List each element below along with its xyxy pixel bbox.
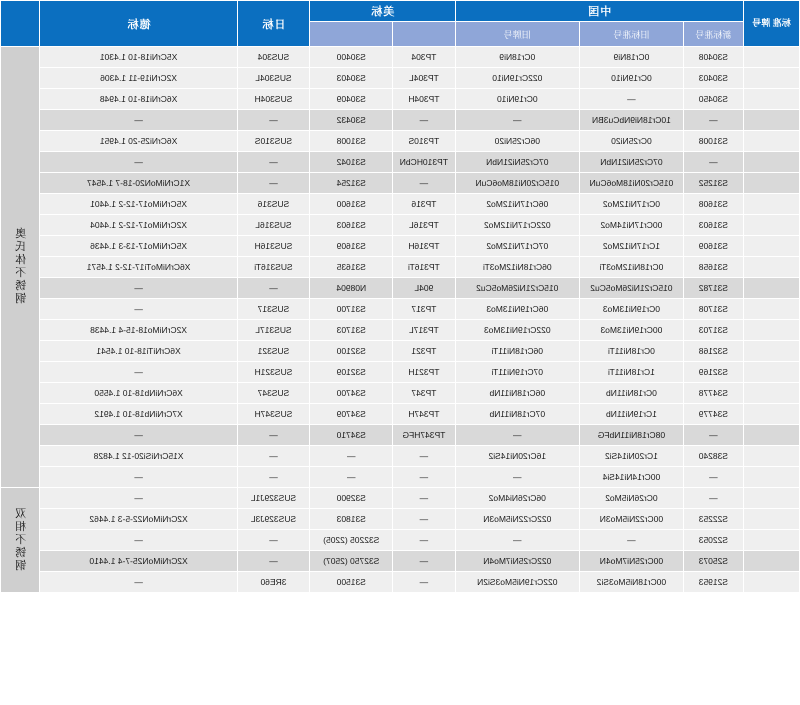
cell-germany: — <box>40 467 237 488</box>
header-standard-grade: 标准 牌号 <box>743 1 799 47</box>
cell-standard-grade <box>743 572 799 593</box>
cell-japan: — <box>237 551 310 572</box>
cell-new-standard: — <box>683 488 743 509</box>
cell-old-standard: 015Cr20Ni18Mo6CuN <box>580 173 684 194</box>
cell-old-standard: 0Cr18Ni11Nb <box>580 383 684 404</box>
cell-us-designation: TP317L <box>393 320 455 341</box>
cell-us-designation: TP316Ti <box>393 257 455 278</box>
table-row <box>1 236 800 257</box>
cell-standard-grade <box>743 89 799 110</box>
side-label-duplex: 双 相 不 锈 钢 <box>1 488 41 593</box>
cell-germany: X5CrNiMo17-12-2 1.4401 <box>40 194 237 215</box>
cell-old-grade: 06Cr18Ni11Ti <box>455 341 580 362</box>
cell-us-designation: TP310S <box>393 131 455 152</box>
cell-us-uns: S30403 <box>310 68 393 89</box>
table-row <box>1 320 800 341</box>
cell-old-standard: 0Cr19Ni10 <box>580 68 684 89</box>
cell-japan: SUS321 <box>237 341 310 362</box>
cell-germany: X6CrNiMoTi17-12-2 1.4571 <box>40 257 237 278</box>
table-body <box>1 47 800 593</box>
side-label-austenitic: 奥 氏 体 不 锈 钢 <box>1 47 41 488</box>
cell-old-standard: 015Cr21Ni26Mo5Cu2 <box>580 278 684 299</box>
cell-japan: SUS304 <box>237 47 310 68</box>
cell-old-grade: 06Cr18Ni12Mo3Ti <box>455 257 580 278</box>
table-row <box>1 110 800 131</box>
cell-old-standard: 00Cr17Ni14Mo2 <box>580 215 684 236</box>
cell-new-standard: — <box>683 425 743 446</box>
cell-germany: X2CrNiMoN25-7-4 1.4410 <box>40 551 237 572</box>
cell-old-grade: — <box>455 425 580 446</box>
cell-japan: — <box>237 530 310 551</box>
cell-us-uns: N08904 <box>310 278 393 299</box>
cell-us-uns: S34709 <box>310 404 393 425</box>
cell-old-grade: 022Cr22Ni5Mo3N <box>455 509 580 530</box>
cell-new-standard: S30408 <box>683 47 743 68</box>
cell-us-uns: S31603 <box>310 215 393 236</box>
cell-old-standard: — <box>580 530 684 551</box>
cell-us-uns: S30400 <box>310 47 393 68</box>
cell-old-standard: 0Cr18Ni9 <box>580 47 684 68</box>
cell-germany: — <box>40 488 237 509</box>
cell-new-standard: S31608 <box>683 194 743 215</box>
cell-standard-grade <box>743 299 799 320</box>
header-group-japan: 日标 <box>237 1 310 47</box>
table-row <box>1 257 800 278</box>
table-row <box>1 551 800 572</box>
cell-us-designation: TP316 <box>393 194 455 215</box>
cell-new-standard: S38240 <box>683 446 743 467</box>
header-sub-new-standard: 新标准号 <box>683 22 743 47</box>
cell-japan: SUS347 <box>237 383 310 404</box>
cell-us-designation: — <box>393 173 455 194</box>
cell-standard-grade <box>743 194 799 215</box>
cell-standard-grade <box>743 278 799 299</box>
cell-standard-grade <box>743 68 799 89</box>
cell-us-designation: TP347HFG <box>393 425 455 446</box>
cell-old-standard: 1Cr19Ni11Nb <box>580 404 684 425</box>
cell-standard-grade <box>743 530 799 551</box>
cell-germany: X6CrNi18-10 1.4948 <box>40 89 237 110</box>
cell-japan: SUS329J3L <box>237 509 310 530</box>
cell-us-uns: S31500 <box>310 572 393 593</box>
cell-standard-grade <box>743 551 799 572</box>
cell-old-grade: 022Cr17Ni12Mo2 <box>455 215 580 236</box>
table-row <box>1 446 800 467</box>
cell-standard-grade <box>743 425 799 446</box>
cell-old-standard: 07Cr25Ni21NbN <box>580 152 684 173</box>
cell-new-standard: S31252 <box>683 173 743 194</box>
cell-old-grade: 022Cr19Ni5Mo3Si2N <box>455 572 580 593</box>
cell-old-grade: 06Cr17Ni12Mo2 <box>455 194 580 215</box>
cell-old-grade: 07Cr19Ni11Ti <box>455 362 580 383</box>
cell-japan: — <box>237 110 310 131</box>
cell-us-designation: — <box>393 509 455 530</box>
cell-old-standard: 1Cr18Ni11Ti <box>580 362 684 383</box>
cell-us-designation: TP304L <box>393 68 455 89</box>
header-sub-old-grade: 旧牌号 <box>455 22 580 47</box>
cell-japan: SUS304L <box>237 68 310 89</box>
cell-germany: — <box>40 425 237 446</box>
header-side-category <box>1 1 41 47</box>
cell-germany: — <box>40 530 237 551</box>
cell-old-grade: 06Cr25Ni20 <box>455 131 580 152</box>
cell-us-designation: — <box>393 446 455 467</box>
cell-japan: SUS317L <box>237 320 310 341</box>
cell-old-standard: 0Cr17Ni12Mo2 <box>580 194 684 215</box>
cell-old-standard: 0Cr26Ni5Mo2 <box>580 488 684 509</box>
cell-japan: SUS316L <box>237 215 310 236</box>
cell-us-designation: — <box>393 551 455 572</box>
cell-us-designation: TP347H <box>393 404 455 425</box>
table-row <box>1 194 800 215</box>
cell-us-uns: — <box>310 446 393 467</box>
cell-us-uns: S31008 <box>310 131 393 152</box>
cell-new-standard: S31603 <box>683 215 743 236</box>
cell-new-standard: — <box>683 110 743 131</box>
cell-standard-grade <box>743 404 799 425</box>
table-row <box>1 467 800 488</box>
cell-us-uns: S32750 (2507) <box>310 551 393 572</box>
cell-new-standard: S22053 <box>683 530 743 551</box>
cell-standard-grade <box>743 257 799 278</box>
cell-us-designation: — <box>393 467 455 488</box>
cell-japan: SUS347H <box>237 404 310 425</box>
header-group-germany: 德标 <box>40 1 237 47</box>
cell-old-standard: 00Cr25Ni7Mo4N <box>580 551 684 572</box>
table-row <box>1 89 800 110</box>
cell-old-grade: 0Cr18Ni9 <box>455 47 580 68</box>
cell-standard-grade <box>743 383 799 404</box>
cell-japan: — <box>237 152 310 173</box>
cell-standard-grade <box>743 362 799 383</box>
cell-us-designation: TP304 <box>393 47 455 68</box>
header-row-top <box>1 1 800 22</box>
cell-us-designation: — <box>393 572 455 593</box>
table-row <box>1 509 800 530</box>
cell-old-standard: 1Cr17Ni12Mo2 <box>580 236 684 257</box>
table-row <box>1 215 800 236</box>
cell-us-uns: S32109 <box>310 362 393 383</box>
cell-japan: SUS316Ti <box>237 257 310 278</box>
cell-us-uns: S31803 <box>310 509 393 530</box>
cell-old-grade: 0Cr19Ni10 <box>455 89 580 110</box>
cell-germany: X6CrNi25-20 1.4951 <box>40 131 237 152</box>
cell-old-grade: — <box>455 110 580 131</box>
cell-new-standard: S30450 <box>683 89 743 110</box>
table-row <box>1 47 800 68</box>
cell-old-standard: 0Cr25Ni20 <box>580 131 684 152</box>
cell-standard-grade <box>743 47 799 68</box>
cell-japan: SUS310S <box>237 131 310 152</box>
cell-germany: — <box>40 572 237 593</box>
cell-japan: SUS304H <box>237 89 310 110</box>
header-sub-us-b <box>310 22 393 47</box>
table-row <box>1 341 800 362</box>
table-row <box>1 425 800 446</box>
cell-old-grade: 022Cr25Ni7Mo4N <box>455 551 580 572</box>
header-sub-us-a <box>393 22 455 47</box>
cell-us-uns: S31703 <box>310 320 393 341</box>
cell-germany: — <box>40 299 237 320</box>
cell-germany: X2CrNi19-11 1.4306 <box>40 68 237 89</box>
table-row <box>1 152 800 173</box>
cell-old-grade: 015Cr20Ni18Mo6CuN <box>455 173 580 194</box>
cell-standard-grade <box>743 131 799 152</box>
cell-germany: X6CrNiTi18-10 1.4541 <box>40 341 237 362</box>
cell-old-standard: 0Cr19Ni13Mo3 <box>580 299 684 320</box>
cell-us-designation: TP316H <box>393 236 455 257</box>
cell-us-uns: S32205 (2205) <box>310 530 393 551</box>
cell-standard-grade <box>743 215 799 236</box>
table-row <box>1 299 800 320</box>
cell-germany: — <box>40 278 237 299</box>
cell-us-uns: S31700 <box>310 299 393 320</box>
cell-us-uns: S34700 <box>310 383 393 404</box>
cell-japan: SUS329J1L <box>237 488 310 509</box>
cell-japan: SUS316 <box>237 194 310 215</box>
table-row <box>1 488 800 509</box>
cell-germany: X6CrNiNb18-10 1.4550 <box>40 383 237 404</box>
cell-us-designation: TP310HCbN <box>393 152 455 173</box>
cell-us-uns: S30409 <box>310 89 393 110</box>
table-row <box>1 362 800 383</box>
cell-old-grade: 07Cr17Ni12Mo2 <box>455 236 580 257</box>
cell-us-designation: TP316L <box>393 215 455 236</box>
cell-old-grade: 16Cr20Ni14Si2 <box>455 446 580 467</box>
cell-new-standard: S22253 <box>683 509 743 530</box>
cell-germany: X5CrNiMo17-13-3 1.4436 <box>40 236 237 257</box>
cell-standard-grade <box>743 341 799 362</box>
cell-germany: X5CrNi18-10 1.4301 <box>40 47 237 68</box>
cell-new-standard: S31703 <box>683 320 743 341</box>
cell-new-standard: S34779 <box>683 404 743 425</box>
cell-old-grade: 07Cr25Ni21NbN <box>455 152 580 173</box>
cell-new-standard: S31609 <box>683 236 743 257</box>
cell-standard-grade <box>743 152 799 173</box>
cell-new-standard: S30403 <box>683 68 743 89</box>
cell-standard-grade <box>743 320 799 341</box>
table-row <box>1 278 800 299</box>
cell-us-designation: 904L <box>393 278 455 299</box>
cell-old-standard: 10Cr18Ni9NbCu3BN <box>580 110 684 131</box>
cell-us-uns: S31600 <box>310 194 393 215</box>
cell-new-standard: S21953 <box>683 572 743 593</box>
cell-us-uns: S34710 <box>310 425 393 446</box>
table-header <box>1 1 800 47</box>
cell-standard-grade <box>743 467 799 488</box>
cell-us-uns: S31635 <box>310 257 393 278</box>
cell-us-designation: TP304H <box>393 89 455 110</box>
cell-japan: 3RE60 <box>237 572 310 593</box>
cell-germany: X7CrNiNb18-10 1.4912 <box>40 404 237 425</box>
cell-old-grade: 06Cr18Ni11Nb <box>455 383 580 404</box>
header-group-usa: 美标 <box>310 1 455 22</box>
header-group-china: 中国 <box>455 1 743 22</box>
table-row <box>1 173 800 194</box>
cell-germany: — <box>40 152 237 173</box>
cell-old-grade: 022Cr19Ni10 <box>455 68 580 89</box>
cell-us-designation: TP317 <box>393 299 455 320</box>
table-row <box>1 404 800 425</box>
cell-japan: — <box>237 467 310 488</box>
cell-standard-grade <box>743 110 799 131</box>
cell-us-uns: S31254 <box>310 173 393 194</box>
cell-us-designation: — <box>393 530 455 551</box>
cell-new-standard: S32169 <box>683 362 743 383</box>
cell-new-standard: S34778 <box>683 383 743 404</box>
cell-old-grade: — <box>455 530 580 551</box>
cell-us-designation: TP321H <box>393 362 455 383</box>
table-row <box>1 68 800 89</box>
cell-us-uns: S31609 <box>310 236 393 257</box>
cell-old-grade: 07Cr18Ni11Nb <box>455 404 580 425</box>
cell-us-designation: TP347 <box>393 383 455 404</box>
table-row <box>1 383 800 404</box>
table-row <box>1 131 800 152</box>
cell-japan: SUS317 <box>237 299 310 320</box>
cell-old-standard: 00Cr19Ni13Mo3 <box>580 320 684 341</box>
cell-us-uns: S32900 <box>310 488 393 509</box>
cell-standard-grade <box>743 173 799 194</box>
cell-standard-grade <box>743 488 799 509</box>
cell-new-standard: S25073 <box>683 551 743 572</box>
cell-japan: SUS316H <box>237 236 310 257</box>
cell-old-standard: 08Cr18Ni11NbFG <box>580 425 684 446</box>
cell-new-standard: — <box>683 152 743 173</box>
cell-old-standard: 00Cr18Ni5Mo3Si2 <box>580 572 684 593</box>
cell-japan: SUS321H <box>237 362 310 383</box>
cell-old-standard: 00Cr22Ni5Mo3N <box>580 509 684 530</box>
cell-old-standard: 0Cr18Ni12Mo3Ti <box>580 257 684 278</box>
cell-old-standard: 0Cr18Ni11Ti <box>580 341 684 362</box>
cell-us-designation: TP321 <box>393 341 455 362</box>
cell-new-standard: S32168 <box>683 341 743 362</box>
table-row <box>1 572 800 593</box>
cell-old-standard: 1Cr20Ni14Si2 <box>580 446 684 467</box>
cell-us-uns: S30432 <box>310 110 393 131</box>
cell-japan: — <box>237 173 310 194</box>
cell-new-standard: S31658 <box>683 257 743 278</box>
cell-old-standard: — <box>580 89 684 110</box>
cell-standard-grade <box>743 446 799 467</box>
cell-new-standard: S31782 <box>683 278 743 299</box>
cell-us-designation: — <box>393 110 455 131</box>
cell-old-grade: 015Cr21Ni26Mo5Cu2 <box>455 278 580 299</box>
cell-japan: — <box>237 425 310 446</box>
cell-germany: — <box>40 110 237 131</box>
cell-germany: — <box>40 362 237 383</box>
cell-old-grade: 06Cr19Ni13Mo3 <box>455 299 580 320</box>
cell-new-standard: — <box>683 467 743 488</box>
table-row <box>1 530 800 551</box>
cell-germany: X2CrNiMo18-15-4 1.4438 <box>40 320 237 341</box>
cell-us-uns: S32100 <box>310 341 393 362</box>
cell-germany: X2CrNiMo17-12-2 1.4404 <box>40 215 237 236</box>
cell-japan: — <box>237 446 310 467</box>
cell-new-standard: S31008 <box>683 131 743 152</box>
cell-germany: X15CrNiSi20-12 1.4828 <box>40 446 237 467</box>
cell-us-uns: S31042 <box>310 152 393 173</box>
cell-old-standard: 00Cr14Ni14Si4 <box>580 467 684 488</box>
cell-standard-grade <box>743 509 799 530</box>
cell-old-grade: 022Cr19Ni13Mo3 <box>455 320 580 341</box>
cell-germany: X1CrNiMoN20-18-7 1.4547 <box>40 173 237 194</box>
cell-old-grade: — <box>455 467 580 488</box>
cell-old-grade: 06Cr26Ni4Mo2 <box>455 488 580 509</box>
cell-standard-grade <box>743 236 799 257</box>
cell-new-standard: S31708 <box>683 299 743 320</box>
cell-us-designation: — <box>393 488 455 509</box>
header-sub-old-standard: 旧标准号 <box>580 22 684 47</box>
cell-japan: — <box>237 278 310 299</box>
cell-germany: X2CrNiMoN22-5-3 1.4462 <box>40 509 237 530</box>
cell-us-uns: — <box>310 467 393 488</box>
